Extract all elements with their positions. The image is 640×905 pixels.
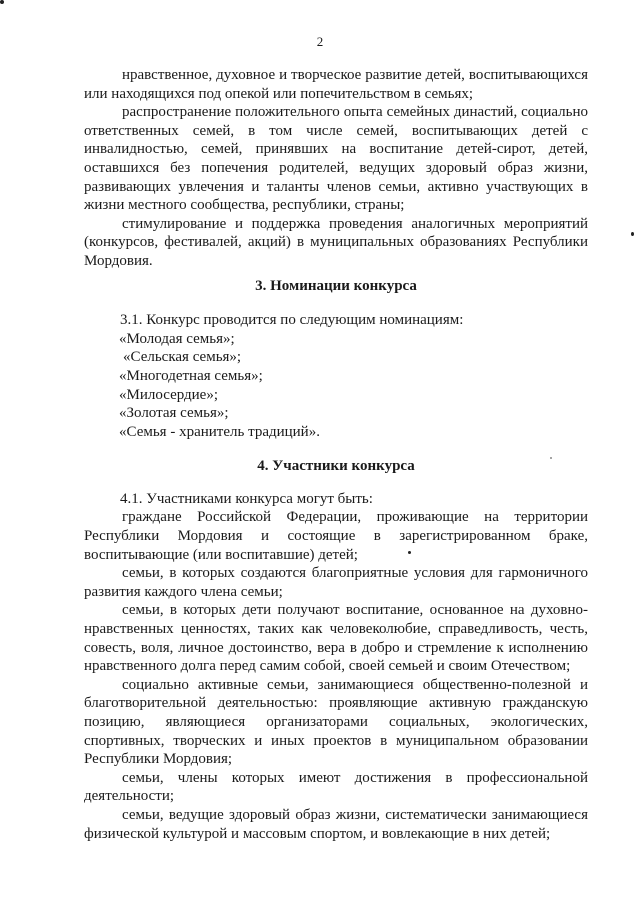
participant-item: социально активные семьи, занимающиеся общественно-полезной и благотворительной деятельностью: проявляющие активную гражданскую позицию, являющиеся организаторами социальных, экологических, спортивных, творческих и иных проектов в муниципальном образовании Республики Мордовия; — [84, 676, 588, 768]
page-number: 2 — [316, 34, 324, 49]
nomination-item: «Семья - хранитель традиций». — [119, 423, 320, 440]
scan-speck — [0, 0, 4, 4]
participant-item: семьи, в которых дети получают воспитание, основанное на духовно-нравственных ценностях, таких как человеколюбие, справедливость, честь, совесть, воля, личное достоинство, вера в добро и стремление к исполнению нравственного долга перед самим собой, своей семьей и своим Отечеством; — [84, 602, 588, 675]
document-body — [84, 66, 588, 843]
participant-item: семьи, ведущие здоровый образ жизни, систематически занимающиеся физической культурой и массовым спортом, и вовлекающие в них детей; — [84, 806, 588, 842]
participant-item: семьи, в которых создаются благоприятные условия для гармоничного развития каждого члена семьи; — [84, 565, 588, 600]
scan-speck — [631, 232, 634, 236]
section-intro: 4.1. Участниками конкурса могут быть: — [120, 490, 373, 507]
nomination-item: «Сельская семья»; — [123, 349, 242, 366]
nomination-item: «Золотая семья»; — [119, 405, 229, 422]
nomination-item: «Милосердие»; — [119, 386, 219, 403]
participant-item: граждане Российской Федерации, проживающие на территории Республики Мордовия и состоящие в зарегистрированном браке, воспитывающие (или воспитавшие) детей; — [84, 509, 588, 563]
participant-item: семьи, члены которых имеют достижения в профессиональной деятельности; — [84, 769, 588, 805]
paragraph: распространение положительного опыта семейных династий, социально ответственных семей, в том числе семей, воспитывающих детей с инвалидностью, семей, принявших на воспитание детей-сирот, детей, оставшихся без попечения родителей, ведущих здоровый образ жизни, развивающих увлечения и таланты членов семьи, активно участвующих в жизни местного сообщества, республики, страны; — [84, 104, 588, 214]
section-heading: 3. Номинации конкурса — [255, 277, 417, 294]
nomination-item: «Многодетная семья»; — [119, 367, 263, 384]
nominations-list — [84, 330, 588, 442]
paragraph: нравственное, духовное и творческое развитие детей, воспитывающихся или находящихся под опекой или попечительством в семьях; — [84, 67, 588, 102]
paragraph: стимулирование и поддержка проведения аналогичных мероприятий (конкурсов, фестивалей, акций) в муниципальных образованиях Республики Мордовия. — [84, 215, 588, 269]
nomination-item: «Молодая семья»; — [119, 330, 235, 347]
section-intro: 3.1. Конкурс проводится по следующим номинациям: — [120, 312, 464, 329]
section-heading: 4. Участники конкурса — [257, 458, 415, 475]
